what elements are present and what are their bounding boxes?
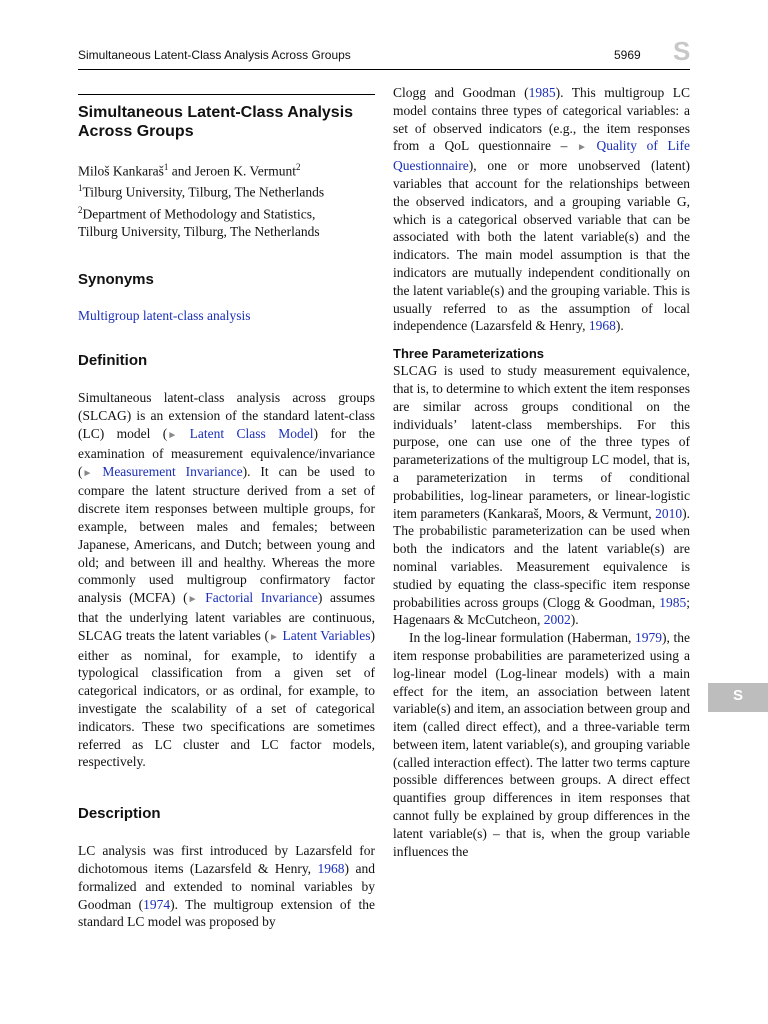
link-arrow-icon: ► xyxy=(187,594,198,606)
affiliation-1 xyxy=(78,180,375,201)
desc-text-1: LC analysis was first introduced by Lazarsfeld for dichotomous items (Lazarsfeld & Henry, xyxy=(78,843,375,877)
link-arrow-icon: ► xyxy=(167,430,178,442)
citation-1968-link[interactable]: 1968 xyxy=(317,861,345,877)
desc-text-3: ). The multigroup extension of the standard LC model was proposed by xyxy=(78,896,375,930)
three-parameterizations-heading: Three Parameterizations xyxy=(393,346,545,362)
tp-text-3: ; Hagenaars & McCutcheon, xyxy=(393,594,690,628)
continued-paragraph xyxy=(393,84,690,335)
header-rule xyxy=(78,69,690,70)
rc-text-4: ). xyxy=(615,318,624,334)
tp-text-2: ). The probabilistic parameterization can be used when both the indicators and the latent variable(s) are nominal variables. Measurement equivalence is studied by equating the class-specific item response probabilities across groups (Clogg & Goodman, xyxy=(393,505,690,610)
entry-title-line1: Simultaneous Latent-Class Analysis xyxy=(78,104,354,121)
left-column xyxy=(78,94,375,931)
rc-text-1: Clogg and Goodman ( xyxy=(393,85,529,100)
authors-block xyxy=(78,159,375,241)
authors-line xyxy=(78,159,375,180)
latent-variables-link[interactable]: Latent Variables xyxy=(282,627,371,643)
synonyms-text xyxy=(78,307,375,325)
entry-title-line2: Across Groups xyxy=(78,123,194,140)
affiliation-2 xyxy=(78,202,375,223)
synonym-link[interactable]: Multigroup latent-class analysis xyxy=(78,307,251,323)
parameterizations-paragraph-1 xyxy=(393,362,690,629)
aff-2-sup: 2 xyxy=(78,204,83,215)
def-text-2: ) for the examination of measurement equivalence/invariance ( xyxy=(78,426,376,479)
tp-text-4: ). xyxy=(570,612,579,628)
definition-paragraph xyxy=(78,389,375,771)
tp2-text-1: In the log-linear formulation (Haberman, xyxy=(409,630,636,646)
title-rule xyxy=(78,94,375,95)
section-letter: S xyxy=(673,36,691,66)
thumb-tab-letter: S xyxy=(732,687,743,704)
rc-text-2: ). This multigroup LC model contains three types of categorical variables: a set of observed indicators (e.g., the item responses from a QoL questionnaire – xyxy=(393,85,690,154)
definition-heading: Definition xyxy=(78,352,148,370)
description-paragraph xyxy=(78,842,375,931)
def-text-4: ) assumes that the underlying latent variables are continuous, SLCAG treats the latent variables ( xyxy=(78,590,375,643)
rc-text-3: ), one or more unobserved (latent) variables that account for the relationships between the observed indicators, and a grouping variable G, which is a categorical observed variable that can be associated with both the latent variable(s) and the indicators. The main model assumption is that the indicators are mutually independent conditionally on the latent variable(s) and the grouping variable. This is usually referred to as the assumption of local independence (Lazarsfeld & Henry, xyxy=(393,158,690,334)
quality-of-life-link[interactable]: Quality of Life Questionnaire xyxy=(393,138,690,174)
entry-title xyxy=(78,103,375,141)
tp2-text-2: ), the item response probabilities are parameterized using a log-linear model (Log-linear models) with a main effect for the item, an association between latent variable(s) and item, an association between group and item (called direct effect), and a three-variable term between item, latent variable(s), and grouping variable (called interaction effect). The latter two terms capture possible differences between groups. A direct effect quantifies group differences in item responses that cannot fully be explained by group differences in the latent variable(s) – that is, when the group variable influences the xyxy=(393,630,690,859)
link-arrow-icon: ► xyxy=(82,467,93,479)
desc-text-2: ) and formalized and extended to nominal variables by Goodman ( xyxy=(78,861,375,912)
aff-1-text: Tilburg University, Tilburg, The Netherlands xyxy=(82,184,325,200)
citation-1985-link[interactable]: 1985 xyxy=(528,85,556,100)
tp-text-1: SLCAG is used to study measurement equivalence, that is, to determine to which extent the item responses are similar across groups conditional on the individuals’ latent-class memberships. For this purpose, one can use one of the three types of parameterizations of the multigroup LC model, that is, a parameterization in terms of conditional probabilities, log-linear parameters, or linear-logistic item parameters (Kankaraš, Moors, & Vermunt, xyxy=(393,363,690,521)
citation-2002-link[interactable]: 2002 xyxy=(543,612,571,628)
aff-2-line1: Department of Methodology and Statistics, xyxy=(82,206,316,222)
link-arrow-icon: ► xyxy=(269,631,279,643)
description-heading: Description xyxy=(78,805,161,823)
running-head-title: Simultaneous Latent-Class Analysis Across Groups xyxy=(78,48,351,62)
def-text-1: Simultaneous latent-class analysis across groups (SLCAG) is an extension of the standard latent-class (LC) model ( xyxy=(78,390,375,442)
synonyms-heading: Synonyms xyxy=(78,270,154,288)
def-text-5: ) either as nominal, for example, to identify a typological classification from a given set of categorical indicators, or as ordinal, for example, to investigate the scalability of a set of categorical indicators. These two specifications are sometimes referred as LC cluster and LC factor models, respectively. xyxy=(78,627,375,770)
citation-1974-link[interactable]: 1974 xyxy=(143,896,171,912)
right-column xyxy=(393,84,690,860)
link-arrow-icon: ► xyxy=(577,142,587,154)
citation-1979-link[interactable]: 1979 xyxy=(635,630,663,646)
page-number: 5969 xyxy=(614,48,641,62)
citation-1985-link-2[interactable]: 1985 xyxy=(659,594,687,610)
affiliation-2-cont: Tilburg University, Tilburg, The Netherlands xyxy=(78,223,320,239)
factorial-invariance-link[interactable]: Factorial Invariance xyxy=(205,590,318,606)
parameterizations-paragraph-2 xyxy=(393,629,690,860)
citation-1968-link-2[interactable]: 1968 xyxy=(588,318,616,334)
latent-class-model-link[interactable]: Latent Class Model xyxy=(189,426,314,442)
author-2-sup: 2 xyxy=(295,162,301,172)
author-1-sup: 1 xyxy=(163,162,169,172)
def-text-3: ). It can be used to compare the latent structure derived from a set of discrete item responses between multiple groups, for example, between males and females; between Japanese, Americans, and Dutch; between young and old; and between ill and healthy. Whereas the more commonly used multigroup confirmatory factor analysis (MCFA) ( xyxy=(78,463,376,606)
aff-1-sup: 1 xyxy=(78,183,83,194)
section-thumb-tab[interactable] xyxy=(708,683,768,712)
author-2: and Jeroen K. Vermunt xyxy=(168,163,296,179)
measurement-invariance-link[interactable]: Measurement Invariance xyxy=(102,463,243,479)
author-1: Miloš Kankaraš xyxy=(78,163,164,179)
citation-2010-link[interactable]: 2010 xyxy=(655,505,683,521)
